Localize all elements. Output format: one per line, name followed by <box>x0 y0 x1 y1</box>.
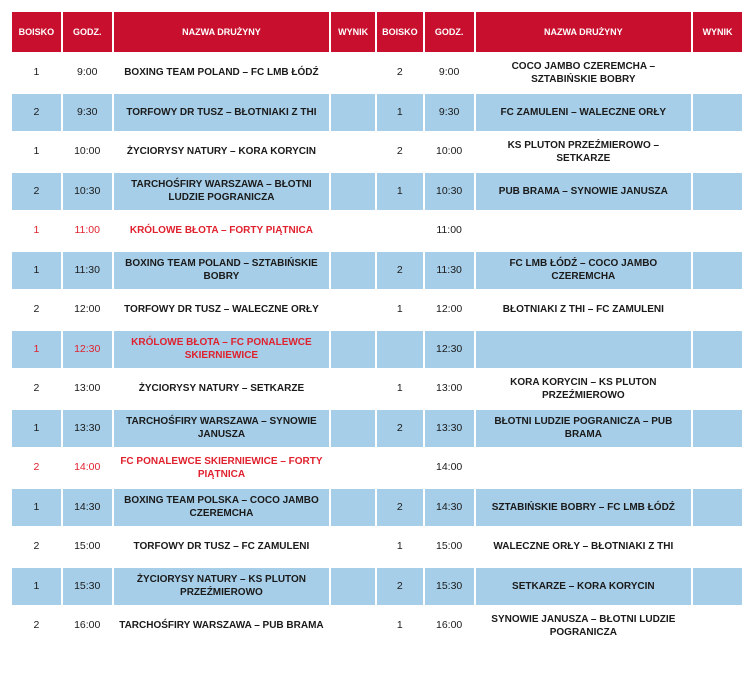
match-left-teams: BOXING TEAM POLAND – SZTABIŃSKIE BOBRY <box>114 252 330 290</box>
match-right-teams: SETKARZE – KORA KORYCIN <box>476 568 692 606</box>
match-right-teams: KS PLUTON PRZEŹMIEROWO – SETKARZE <box>476 133 692 171</box>
match-left-score <box>331 291 375 329</box>
match-right-teams: FC ZAMULENI – WALECZNE ORŁY <box>476 94 692 132</box>
match-right-field: 2 <box>377 54 423 92</box>
match-right-score <box>693 568 742 606</box>
table-row <box>12 607 742 645</box>
header-row <box>12 12 742 52</box>
match-left-field: 1 <box>12 212 61 250</box>
match-right-teams: BŁOTNIAKI Z THI – FC ZAMULENI <box>476 291 692 329</box>
match-right-time: 14:30 <box>425 489 474 527</box>
header-nazwa-right: NAZWA DRUŻYNY <box>476 12 692 52</box>
match-left-time: 10:30 <box>63 173 112 211</box>
table-row <box>12 54 742 92</box>
match-right-time: 12:00 <box>425 291 474 329</box>
match-right-teams: BŁOTNI LUDZIE POGRANICZA – PUB BRAMA <box>476 410 692 448</box>
match-left-time: 12:30 <box>63 331 112 369</box>
match-right-score <box>693 94 742 132</box>
match-left-teams: BOXING TEAM POLAND – FC LMB ŁÓDŹ <box>114 54 330 92</box>
match-left-score <box>331 252 375 290</box>
header-wynik-left: WYNIK <box>331 12 375 52</box>
match-right-time: 11:30 <box>425 252 474 290</box>
match-left-field: 1 <box>12 54 61 92</box>
match-right-time: 15:30 <box>425 568 474 606</box>
match-right-score <box>693 607 742 645</box>
match-left-score <box>331 212 375 250</box>
match-right-score <box>693 133 742 171</box>
match-right-teams <box>476 331 692 369</box>
match-left-score <box>331 331 375 369</box>
match-left-teams: ŻYCIORYSY NATURY – SETKARZE <box>114 370 330 408</box>
match-right-score <box>693 370 742 408</box>
match-left-teams: BOXING TEAM POLSKA – COCO JAMBO CZEREMCHA <box>114 489 330 527</box>
match-right-teams: SZTABIŃSKIE BOBRY – FC LMB ŁÓDŹ <box>476 489 692 527</box>
header-godz-left: GODZ. <box>63 12 112 52</box>
match-left-teams: TARCHOŚFIRY WARSZAWA – BŁOTNI LUDZIE POGRANICZA <box>114 173 330 211</box>
match-left-time: 11:00 <box>63 212 112 250</box>
match-left-score <box>331 607 375 645</box>
match-right-time: 12:30 <box>425 331 474 369</box>
match-right-field: 2 <box>377 252 423 290</box>
match-right-field: 1 <box>377 173 423 211</box>
match-left-teams: ŻYCIORYSY NATURY – KS PLUTON PRZEŹMIEROWO <box>114 568 330 606</box>
header-boisko-right: BOISKO <box>377 12 423 52</box>
match-right-field: 1 <box>377 607 423 645</box>
match-right-time: 16:00 <box>425 607 474 645</box>
match-left-score <box>331 173 375 211</box>
match-left-teams: TARCHOŚFIRY WARSZAWA – PUB BRAMA <box>114 607 330 645</box>
match-left-time: 12:00 <box>63 291 112 329</box>
match-left-teams: TARCHOŚFIRY WARSZAWA – SYNOWIE JANUSZA <box>114 410 330 448</box>
match-right-field: 2 <box>377 410 423 448</box>
match-right-field: 2 <box>377 489 423 527</box>
match-left-time: 10:00 <box>63 133 112 171</box>
table-row <box>12 568 742 606</box>
table-row <box>12 528 742 566</box>
match-left-teams: KRÓLOWE BŁOTA – FC PONALEWCE SKIERNIEWICE <box>114 331 330 369</box>
match-right-field: 2 <box>377 568 423 606</box>
match-left-time: 11:30 <box>63 252 112 290</box>
match-right-field: 1 <box>377 94 423 132</box>
match-left-teams: TORFOWY DR TUSZ – FC ZAMULENI <box>114 528 330 566</box>
match-right-field: 1 <box>377 370 423 408</box>
match-right-score <box>693 410 742 448</box>
match-left-time: 15:00 <box>63 528 112 566</box>
match-right-teams: SYNOWIE JANUSZA – BŁOTNI LUDZIE POGRANICZA <box>476 607 692 645</box>
match-right-time: 13:00 <box>425 370 474 408</box>
match-right-teams: PUB BRAMA – SYNOWIE JANUSZA <box>476 173 692 211</box>
match-left-time: 13:30 <box>63 410 112 448</box>
match-right-score <box>693 489 742 527</box>
match-right-teams <box>476 212 692 250</box>
match-left-score <box>331 94 375 132</box>
table-row <box>12 489 742 527</box>
match-right-time: 14:00 <box>425 449 474 487</box>
match-left-score <box>331 133 375 171</box>
match-left-teams: TORFOWY DR TUSZ – WALECZNE ORŁY <box>114 291 330 329</box>
table-row <box>12 133 742 171</box>
match-left-score <box>331 410 375 448</box>
match-left-field: 2 <box>12 370 61 408</box>
match-left-time: 16:00 <box>63 607 112 645</box>
table-row <box>12 370 742 408</box>
schedule-table <box>10 10 744 647</box>
match-left-field: 2 <box>12 173 61 211</box>
match-right-score <box>693 212 742 250</box>
match-left-time: 9:30 <box>63 94 112 132</box>
match-right-teams: WALECZNE ORŁY – BŁOTNIAKI Z THI <box>476 528 692 566</box>
match-left-field: 1 <box>12 133 61 171</box>
match-left-field: 1 <box>12 331 61 369</box>
match-left-field: 2 <box>12 291 61 329</box>
match-right-time: 9:00 <box>425 54 474 92</box>
match-left-score <box>331 449 375 487</box>
match-right-field: 2 <box>377 133 423 171</box>
match-right-time: 13:30 <box>425 410 474 448</box>
match-left-teams: ŻYCIORYSY NATURY – KORA KORYCIN <box>114 133 330 171</box>
match-left-score <box>331 489 375 527</box>
match-right-score <box>693 331 742 369</box>
match-right-time: 9:30 <box>425 94 474 132</box>
match-left-score <box>331 568 375 606</box>
match-left-field: 1 <box>12 252 61 290</box>
table-row <box>12 410 742 448</box>
table-row <box>12 252 742 290</box>
match-right-time: 10:00 <box>425 133 474 171</box>
match-right-teams: COCO JAMBO CZEREMCHA – SZTABIŃSKIE BOBRY <box>476 54 692 92</box>
table-row <box>12 212 742 250</box>
match-left-time: 14:00 <box>63 449 112 487</box>
match-left-time: 13:00 <box>63 370 112 408</box>
match-left-field: 1 <box>12 568 61 606</box>
match-right-teams: FC LMB ŁÓDŹ – COCO JAMBO CZEREMCHA <box>476 252 692 290</box>
match-left-score <box>331 370 375 408</box>
match-right-score <box>693 252 742 290</box>
match-right-score <box>693 528 742 566</box>
match-left-time: 9:00 <box>63 54 112 92</box>
match-right-field <box>377 449 423 487</box>
match-right-score <box>693 173 742 211</box>
match-right-time: 15:00 <box>425 528 474 566</box>
header-nazwa-left: NAZWA DRUŻYNY <box>114 12 330 52</box>
match-left-time: 15:30 <box>63 568 112 606</box>
match-left-field: 2 <box>12 607 61 645</box>
match-right-teams: KORA KORYCIN – KS PLUTON PRZEŹMIEROWO <box>476 370 692 408</box>
table-row <box>12 94 742 132</box>
match-right-field <box>377 331 423 369</box>
table-row <box>12 173 742 211</box>
match-right-time: 11:00 <box>425 212 474 250</box>
header-godz-right: GODZ. <box>425 12 474 52</box>
match-left-teams: KRÓLOWE BŁOTA – FORTY PIĄTNICA <box>114 212 330 250</box>
match-right-field: 1 <box>377 528 423 566</box>
match-right-score <box>693 54 742 92</box>
match-left-teams: TORFOWY DR TUSZ – BŁOTNIAKI Z THI <box>114 94 330 132</box>
match-right-score <box>693 449 742 487</box>
match-right-teams <box>476 449 692 487</box>
match-left-field: 2 <box>12 528 61 566</box>
match-left-field: 1 <box>12 410 61 448</box>
match-left-score <box>331 54 375 92</box>
header-wynik-right: WYNIK <box>693 12 742 52</box>
match-left-time: 14:30 <box>63 489 112 527</box>
match-right-field: 1 <box>377 291 423 329</box>
match-left-field: 2 <box>12 94 61 132</box>
match-left-field: 2 <box>12 449 61 487</box>
match-right-field <box>377 212 423 250</box>
table-row <box>12 291 742 329</box>
schedule-body <box>12 54 742 645</box>
match-right-time: 10:30 <box>425 173 474 211</box>
header-boisko-left: BOISKO <box>12 12 61 52</box>
match-right-score <box>693 291 742 329</box>
match-left-teams: FC PONALEWCE SKIERNIEWICE – FORTY PIĄTNICA <box>114 449 330 487</box>
table-row <box>12 331 742 369</box>
match-left-field: 1 <box>12 489 61 527</box>
table-row <box>12 449 742 487</box>
match-left-score <box>331 528 375 566</box>
